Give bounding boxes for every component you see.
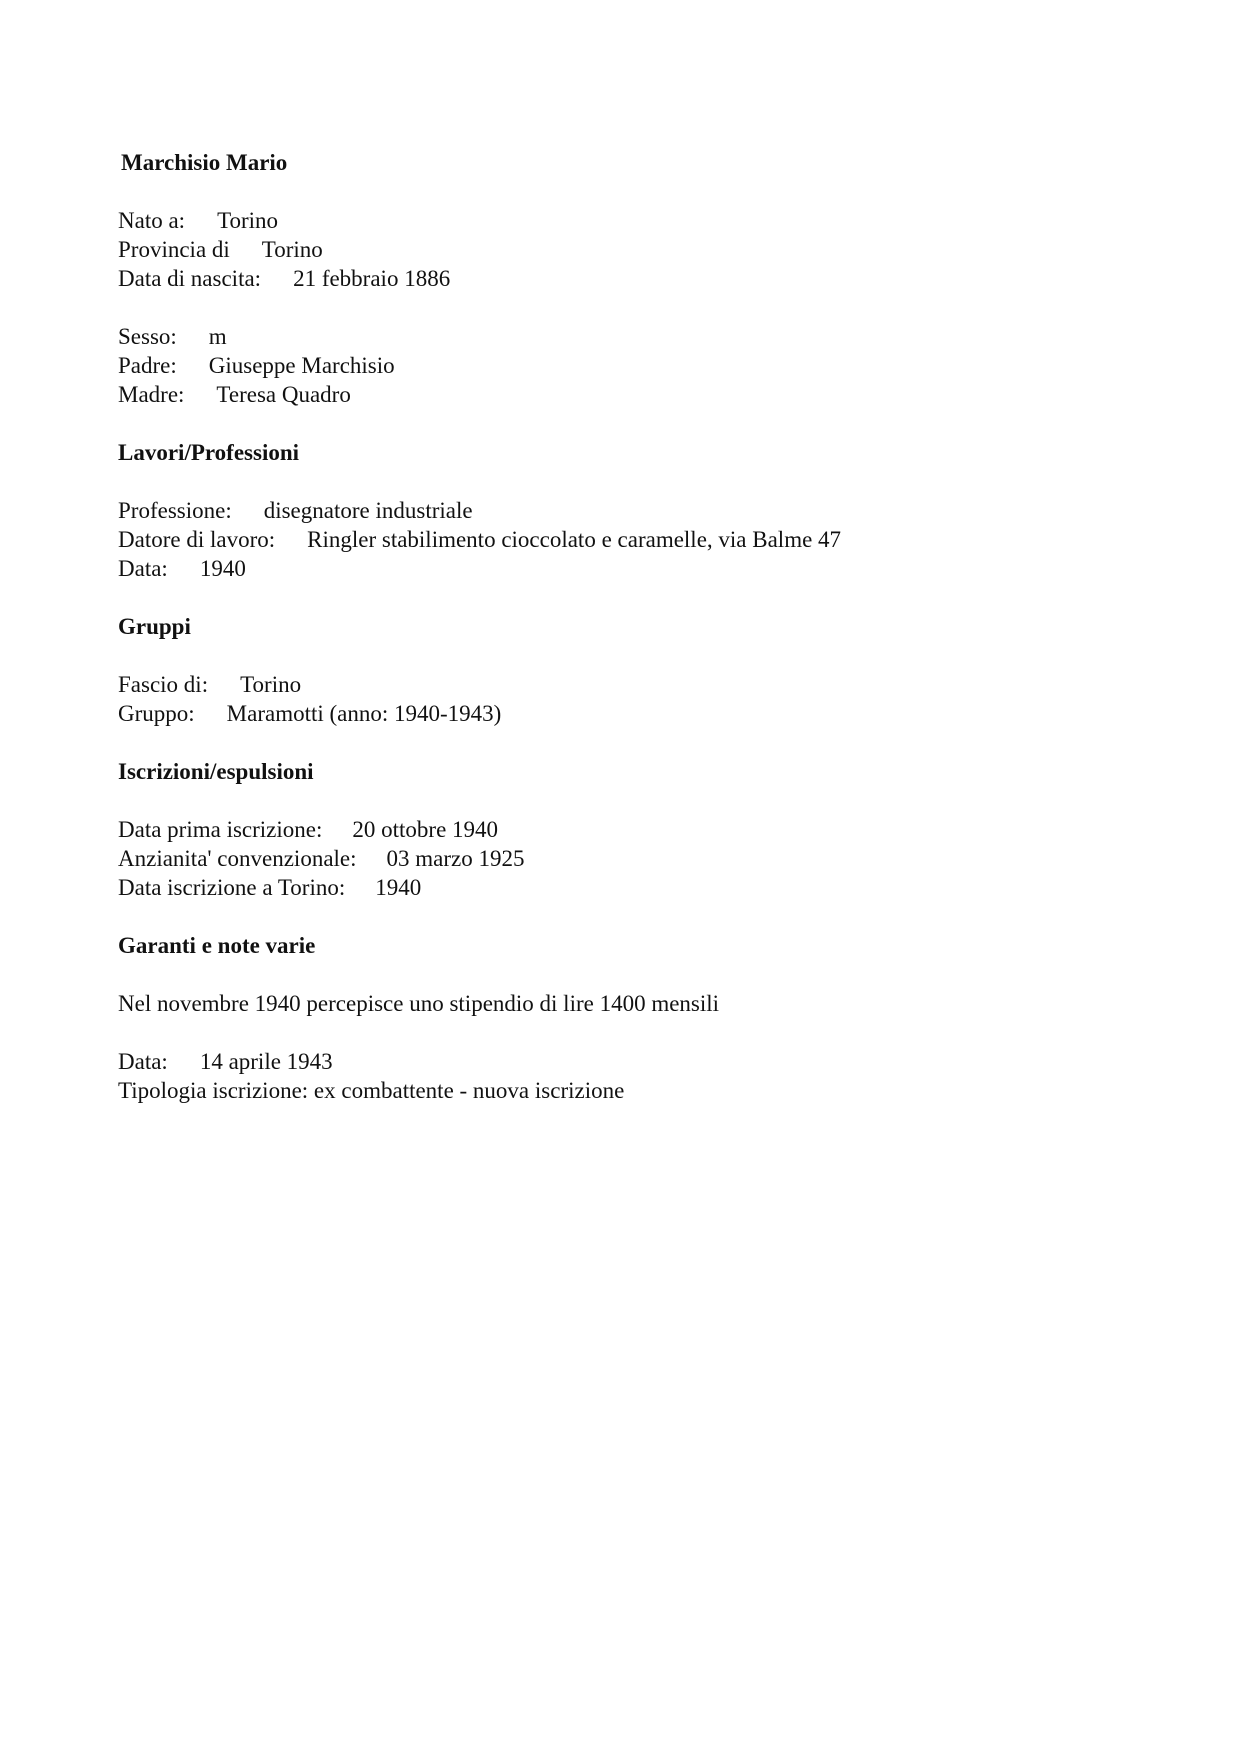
notes-section-heading: Garanti e note varie (118, 933, 316, 958)
turin-enrollment-value: 1940 (375, 875, 422, 900)
group-line (118, 699, 1118, 728)
born-line (118, 206, 1118, 235)
sex-line (118, 322, 1118, 351)
groups-section-heading: Gruppi (118, 614, 191, 639)
sex-label: Sesso: (118, 324, 177, 349)
enrollment-type-label: Tipologia iscrizione: (118, 1078, 309, 1103)
family-info-block (118, 322, 1118, 409)
birthdate-value: 21 febbraio 1886 (293, 266, 451, 291)
first-enrollment-label: Data prima iscrizione: (118, 817, 323, 842)
sex-value: m (208, 324, 227, 349)
work-date-label: Data: (118, 556, 168, 581)
fascio-label: Fascio di: (118, 672, 209, 697)
seniority-value: 03 marzo 1925 (386, 846, 525, 871)
note-date-value: 14 aprile 1943 (199, 1049, 333, 1074)
province-line (118, 235, 1118, 264)
group-label: Gruppo: (118, 701, 195, 726)
enrollment-info-block (118, 815, 1118, 902)
employer-value: Ringler stabilimento cioccolato e caramelle, via Balme 47 (307, 527, 842, 552)
work-date-value: 1940 (199, 556, 246, 581)
father-label: Padre: (118, 353, 177, 378)
work-date-line (118, 554, 1118, 583)
province-value: Torino (261, 237, 323, 262)
birthdate-label: Data di nascita: (118, 266, 262, 291)
document-content (118, 148, 1118, 1134)
person-name-title: Marchisio Mario (121, 150, 288, 175)
note-date-label: Data: (118, 1049, 168, 1074)
birthdate-line (118, 264, 1118, 293)
born-label: Nato a: (118, 208, 186, 233)
groups-info-block (118, 670, 1118, 728)
turin-enrollment-line (118, 873, 1118, 902)
province-label: Provincia di (118, 237, 230, 262)
profession-line (118, 496, 1118, 525)
mother-value: Teresa Quadro (216, 382, 351, 407)
employer-line (118, 525, 1118, 554)
profession-label: Professione: (118, 498, 232, 523)
work-info-block (118, 496, 1118, 583)
born-value: Torino (217, 208, 279, 233)
employer-label: Datore di lavoro: (118, 527, 276, 552)
fascio-value: Torino (240, 672, 302, 697)
birth-info-block (118, 206, 1118, 293)
seniority-label: Anzianita' convenzionale: (118, 846, 357, 871)
note-text: Nel novembre 1940 percepisce uno stipendio di lire 1400 mensili (118, 991, 720, 1016)
notes-info-block (118, 1047, 1118, 1105)
first-enrollment-value: 20 ottobre 1940 (352, 817, 499, 842)
enrollment-section-heading: Iscrizioni/espulsioni (118, 759, 314, 784)
fascio-line (118, 670, 1118, 699)
mother-label: Madre: (118, 382, 185, 407)
father-line (118, 351, 1118, 380)
first-enrollment-line (118, 815, 1118, 844)
turin-enrollment-label: Data iscrizione a Torino: (118, 875, 346, 900)
mother-line (118, 380, 1118, 409)
enrollment-type-value: ex combattente - nuova iscrizione (313, 1078, 625, 1103)
enrollment-type-line (118, 1076, 1118, 1105)
notes-text-block (118, 989, 1118, 1018)
seniority-line (118, 844, 1118, 873)
profession-value: disegnatore industriale (263, 498, 473, 523)
father-value: Giuseppe Marchisio (208, 353, 395, 378)
note-date-line (118, 1047, 1118, 1076)
work-section-heading: Lavori/Professioni (118, 440, 300, 465)
group-value: Maramotti (anno: 1940-1943) (226, 701, 502, 726)
